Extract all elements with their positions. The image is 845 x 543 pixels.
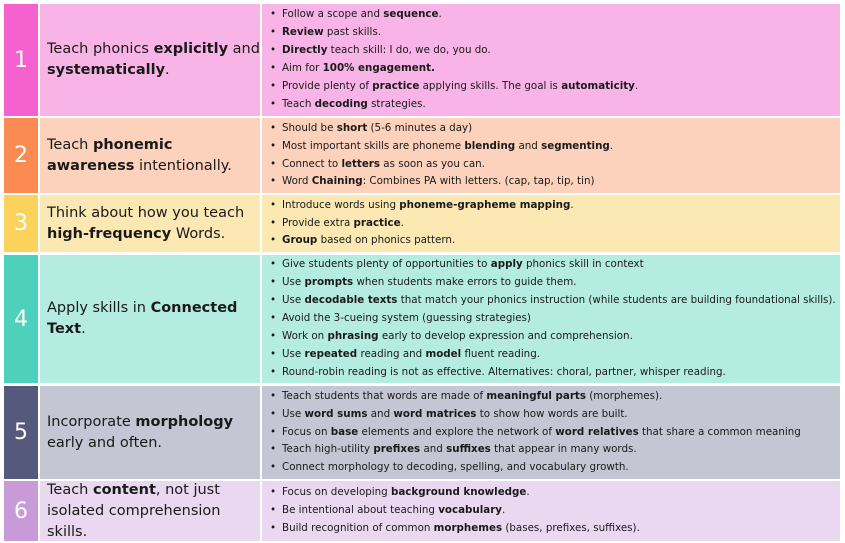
bold-text: content [92,481,156,498]
table-row [4,481,840,541]
bold-text: apply [490,258,523,271]
text-segment: Give students plenty of opportunities to [282,258,491,271]
text-segment: Provide plenty of [282,79,373,92]
bold-text: Connected Text [47,300,238,337]
text-segment: and [420,443,447,456]
bullet-list [262,120,840,192]
text-segment: . [165,62,170,78]
text-segment: that share a common meaning [638,425,801,438]
text-segment: . [609,139,614,152]
text-segment: Should be [282,121,337,134]
bullet-item [282,406,840,424]
bold-text: repeated [304,347,358,360]
text-segment: Follow a scope and [282,8,384,21]
text-segment: Introduce words using [282,198,400,211]
table-row [4,255,840,383]
row-heading [40,135,260,177]
bullet-list [262,256,840,381]
bold-text: Directly [282,44,328,57]
bullet-item [282,424,840,442]
text-segment: . [634,79,639,92]
bold-text: background knowledge [390,486,527,499]
text-segment: that match your phonics instruction (while students are building foundational skills). [397,294,836,307]
text-segment: intentionally. [134,157,232,174]
text-segment: and [515,139,542,152]
bullet-list [262,484,840,538]
bullet-item [282,364,840,382]
text-segment: : Combines PA with letters. (cap, tap, tip, tin) [362,175,595,188]
bold-text: explicitly [153,41,229,57]
bold-text: blending [464,139,516,152]
bold-text: practice [353,216,401,229]
text-segment: . [526,486,530,499]
text-segment: Teach phonics [47,41,154,57]
bullet-item [282,232,840,250]
text-segment: , not just isolated comprehension skills. [47,481,221,540]
row-number: 2 [4,118,38,193]
bullet-item [282,138,840,156]
bullet-item [282,310,840,328]
text-segment: past skills. [323,26,381,39]
text-segment: Connect to [282,157,342,170]
bold-text: phonemic awareness [47,136,173,174]
text-segment: Be intentional about teaching [282,504,439,517]
bold-text: vocabulary [438,504,502,517]
text-segment: Incorporate [47,413,136,430]
bold-text: letters [341,157,381,170]
bullet-item [282,328,840,346]
row-bullets-cell [262,386,840,479]
bullet-item [282,502,840,520]
bullet-item [282,197,840,215]
bold-text: word matrices [393,407,477,420]
text-segment: Teach [47,136,93,153]
bold-text: Review [282,26,324,39]
row-number: 4 [4,255,38,383]
bullet-item [282,256,840,274]
row-bullets-cell [262,4,840,116]
bold-text: short [336,121,368,134]
text-segment: teach skill: I do, we do, you do. [327,44,491,57]
text-segment: phonics skill in context [522,258,644,271]
table-row [4,195,840,252]
text-segment: Focus on developing [282,486,391,499]
bold-text: word sums [304,407,368,420]
text-segment: and [367,407,394,420]
bullet-item [282,173,840,191]
row-heading-cell [40,195,260,252]
bold-text: model [425,347,462,360]
text-segment: Focus on [282,425,331,438]
text-segment: elements and explore the network of [358,425,556,438]
bullet-list [262,6,840,113]
text-segment: . [400,216,404,229]
bullet-item [282,6,840,24]
row-heading-cell [40,255,260,383]
text-segment: . [438,8,442,21]
bold-text: word relatives [555,425,639,438]
bold-text: morphemes [433,521,503,534]
row-bullets-cell [262,255,840,383]
bold-text: base [330,425,359,438]
text-segment: Build recognition of common [282,521,434,534]
text-segment: applying skills. The goal is [419,79,562,92]
text-segment: Connect morphology to decoding, spelling, and vocabulary growth. [282,461,629,474]
text-segment: early to develop expression and comprehension. [378,329,633,342]
text-segment: Provide extra [282,216,354,229]
text-segment: strategies. [367,97,426,110]
text-segment: and [228,41,260,57]
bold-text: decodable texts [304,294,398,307]
text-segment: Use [282,276,305,289]
text-segment: early and often. [47,434,163,451]
text-segment: . [502,504,506,517]
text-segment: Aim for [282,62,323,74]
bullet-item [282,42,840,60]
text-segment: Use [282,347,305,360]
bullet-item [282,520,840,538]
text-segment: (bases, prefixes, suffixes). [502,521,640,534]
bullet-item [282,60,840,78]
row-heading-cell [40,481,260,541]
row-heading [40,412,260,454]
text-segment: . [81,321,86,337]
row-bullets-cell [262,118,840,193]
bullet-item [282,96,840,114]
bullet-item [282,346,840,364]
row-number: 1 [4,4,38,116]
text-segment: to show how words are built. [476,407,628,420]
text-segment: Use [282,294,305,307]
text-segment: (5-6 minutes a day) [367,121,473,134]
text-segment: Words. [171,225,226,242]
bold-text: morphology [135,413,234,430]
text-segment: (morphemes). [586,389,663,402]
table-row [4,4,840,116]
row-heading [40,480,260,543]
bold-text: prompts [304,276,354,289]
bold-text: automaticity [561,79,635,92]
bullet-item [282,274,840,292]
text-segment: based on phonics pattern. [317,234,456,247]
bold-text: high-frequency [47,225,172,242]
table-row [4,386,840,479]
text-segment: when students make errors to guide them. [353,276,577,289]
text-segment: as soon as you can. [380,157,485,170]
text-segment: Use [282,407,305,420]
text-segment: Teach [47,481,93,498]
bold-text: segmenting [541,139,610,152]
row-heading-cell [40,386,260,479]
bold-text: practice [372,79,420,92]
text-segment: . [570,198,574,211]
text-segment: fluent reading. [461,347,541,360]
text-segment: Round-robin reading is not as effective. Alternatives: choral, partner, whisper reading. [282,365,726,378]
bullet-item [282,441,840,459]
bold-text: systematically [47,62,166,78]
row-heading-cell [40,4,260,116]
bullet-item [282,156,840,174]
text-segment: Think about how you teach [47,204,245,221]
text-segment: Avoid the 3-cueing system (guessing strategies) [282,312,531,325]
bullet-item [282,388,840,406]
row-heading [40,39,260,81]
bullet-item [282,24,840,42]
text-segment: Work on [282,329,328,342]
bold-text: decoding [314,97,368,110]
bullet-item [282,78,840,96]
text-segment: reading and [357,347,426,360]
table-row [4,118,840,193]
text-segment: Teach high-utility [282,443,374,456]
bold-text: sequence [383,8,439,21]
text-segment: Teach [282,97,315,110]
row-heading [40,298,260,340]
bullet-item [282,120,840,138]
bold-text: 100% engagement. [322,62,435,74]
bullet-item [282,215,840,233]
bullet-list [262,388,840,478]
text-segment: Word [282,175,312,188]
text-segment: Teach students that words are made of [282,389,487,402]
text-segment: Most important skills are phoneme [282,139,465,152]
bold-text: phrasing [327,329,379,342]
row-heading-cell [40,118,260,193]
bullet-item [282,292,840,310]
bold-text: prefixes [373,443,421,456]
bold-text: Group [282,234,318,247]
text-segment: that appear in many words. [490,443,637,456]
row-number: 3 [4,195,38,252]
bullet-item [282,459,840,477]
bold-text: meaningful parts [486,389,586,402]
bullet-item [282,484,840,502]
bold-text: Chaining [311,175,363,188]
text-segment: Apply skills in [47,300,151,316]
row-number: 6 [4,481,38,541]
bold-text: suffixes [446,443,491,456]
row-bullets-cell [262,481,840,541]
row-number: 5 [4,386,38,479]
bold-text: phoneme-grapheme mapping [399,198,571,211]
bullet-list [262,197,840,251]
row-heading [40,203,260,245]
row-bullets-cell [262,195,840,252]
